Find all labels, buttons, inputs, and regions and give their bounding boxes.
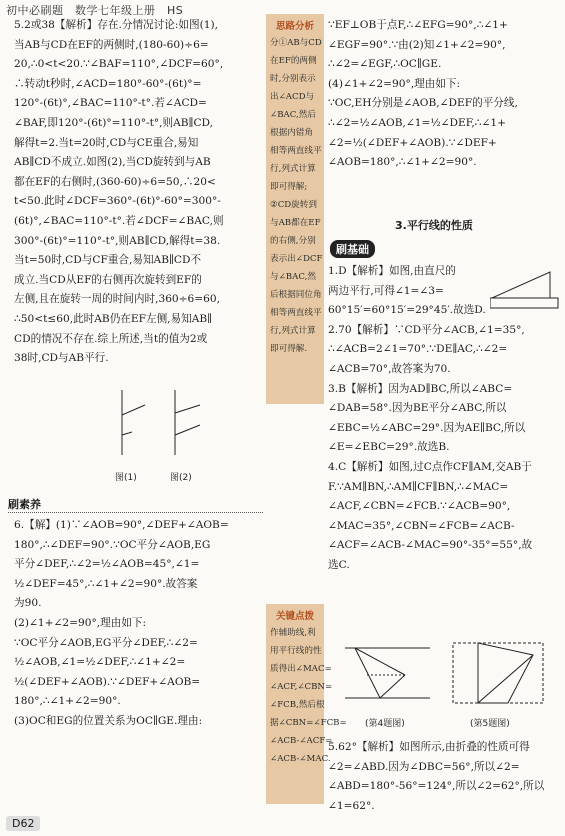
text-line: 解得t=2.当t=20时,CD与CE重合,易知 — [14, 136, 199, 149]
question4-figure-label: (第4题图) — [365, 719, 405, 729]
side-line: ∠ACF,∠CBN= — [270, 682, 333, 692]
text-line: ∴∠2=½∠AOB,∠1=½∠DEF,∴∠1+ — [328, 116, 507, 129]
text-line: 20,∴0<t<20.∵∠BAF=110°,∠DCF=60°, — [14, 58, 224, 71]
side-line: 后根据同位角 — [270, 290, 322, 300]
thinking-analysis-box — [266, 14, 324, 404]
side-line: ∠ACB-∠MAC. — [270, 754, 331, 764]
text-line: ∴∠ACB=2∠1=70°.∵DE∥AC,∴∠2= — [328, 343, 508, 356]
text-line: ∵OC平分∠AOB,EG平分∠DEF,∴∠2= — [14, 636, 198, 649]
side-line: 作辅助线,利 — [270, 628, 316, 638]
side-line: 行,列式计算 — [270, 164, 316, 174]
side-line: 分①AB与CD — [270, 38, 322, 48]
figure-1 — [122, 390, 145, 455]
side-line: 质得出∠MAC= — [270, 664, 332, 674]
rotation-figures — [100, 385, 210, 465]
side-line: 用平行线的性 — [270, 646, 322, 656]
side-title: 关键点拨 — [275, 611, 314, 622]
text-line: ∴∠2=∠EGF,∴OC∥GE. — [328, 58, 442, 71]
text-line: ∠DAB=58°.因为BE平分∠ABC,所以 — [328, 402, 507, 415]
page-number: D62 — [6, 816, 40, 831]
text-line: ∠EGF=90°.∵由(2)知∠1+∠2=90°, — [328, 38, 506, 51]
figure-2 — [175, 390, 200, 455]
key-tip-box — [266, 604, 347, 804]
text-line: ∠BAF,即120°-(6t)°=110°-t°,则AB∥CD, — [14, 116, 214, 129]
side-line: 根据内错角 — [270, 128, 313, 138]
question4-figure — [340, 640, 435, 705]
text-line: (3)OC和EG的位置关系为OC∥GE.理由: — [14, 714, 203, 727]
side-line: 的右侧,分别 — [270, 236, 316, 246]
text-line: ∴50<t≤60,此时AB仍在EF左侧,易知AB∥ — [14, 312, 213, 325]
text-line: 38时,CD与AB平行. — [14, 352, 109, 365]
text-line: ∠2=∠ABD.因为∠DBC=56°,所以∠2= — [328, 760, 520, 773]
text-line: ∠EBC=½∠ABC=29°.因为AE∥BC,所以 — [328, 421, 526, 434]
text-line: F.∵AM∥BN,∴AM∥CF∥BN,∴∠MAC= — [328, 480, 509, 493]
text-line: 当AB与CD在EF的两侧时,(180-60)÷6= — [14, 38, 209, 51]
section-bar-right — [330, 240, 560, 256]
text-line: ½(∠DEF+∠AOB).∵∠DEF+∠AOB= — [14, 675, 201, 688]
text-line: ∠MAC=35°,∠CBN=∠FCB=∠ACB- — [328, 519, 515, 532]
text-line: 180°,∴∠1+∠2=90°. — [14, 695, 121, 708]
text-line: ½∠DEF=45°,∴∠1+∠2=90°.故答案 — [14, 577, 198, 590]
text-line: ∵EF⊥OB于点F,∴∠EFG=90°,∴∠1+ — [328, 19, 508, 31]
text-line: 为90. — [14, 597, 42, 610]
text-line: 180°,∴∠DEF=90°.∵OC平分∠AOB,EG — [14, 538, 211, 551]
text-line: ∠2=½(∠DEF+∠AOB).∵∠DEF+ — [328, 136, 497, 149]
text-line: 都在EF的右侧时,(360-60)÷6=50,∴20< — [14, 175, 216, 188]
right-column — [328, 16, 560, 173]
text-line: ½∠AOB,∠1=½∠DEF,∴∠1+∠2= — [14, 656, 186, 669]
text-line: 左侧,且在旋转一周的时间内时,360÷6=60, — [14, 293, 221, 306]
text-line: ∠E=∠EBC=29°.故选B. — [328, 441, 450, 454]
text-line: ∵OC,EH分别是∠AOB,∠DEF的平分线, — [328, 97, 518, 110]
side-line: 即可得解; — [270, 182, 308, 192]
text-line: ∠AOB=180°,∴∠1+∠2=90°. — [328, 156, 477, 169]
ruler-triangle-figure — [490, 268, 560, 316]
question5-figure — [448, 635, 548, 710]
text-line: t<50.此时∠DCF=360°-(6t)°-60°=300°- — [14, 195, 221, 208]
section-tag: 刷基础 — [330, 240, 375, 258]
side-line: 表示出∠DCF — [270, 254, 323, 264]
text-line: 3.B【解析】因为AD∥BC,所以∠ABC= — [328, 382, 513, 395]
text-line: (4)∠1+∠2=90°,理由如下: — [328, 77, 461, 90]
text-line: ∠ABD=180°-56°=124°,所以∠2=62°,所以 — [328, 780, 545, 793]
text-line: 2.70【解析】∵CD平分∠ACB,∠1=35°, — [328, 323, 525, 336]
text-line: 两边平行,可得∠1=∠3= — [328, 284, 444, 297]
text-line: 4.C【解析】如图,过C点作CF∥AM,交AB于 — [328, 460, 532, 473]
side-line: 出∠ACD与 — [270, 92, 315, 102]
text-line: 6.【解】(1)∵∠AOB=90°,∠DEF+∠AOB= — [14, 519, 229, 531]
text-line: 当t=50时,CD与CF重合,易知AB∥CD不 — [14, 254, 202, 267]
text-line: ∠ACB=70°,故答案为70. — [328, 362, 451, 375]
side-line: ②CD旋转到 — [270, 200, 317, 210]
left-column — [14, 16, 264, 369]
text-line: 120°-(6t)°,∠BAC=110°-t°.若∠ACD= — [14, 97, 207, 110]
side-line: 行,列式计算 — [270, 326, 316, 336]
side-line: ∠ACB-∠ACF= — [270, 736, 333, 746]
side-line: 据∠CBN=∠FCB= — [270, 718, 347, 728]
side-line: 时,分别表示 — [270, 74, 316, 84]
text-line: ∠1=62°. — [328, 799, 375, 812]
section-label: 刷素养 — [8, 498, 41, 511]
right-column-3 — [328, 738, 560, 816]
side-line: 相等两直线平 — [270, 308, 322, 318]
text-line: ∠ACF=∠ACB-∠MAC=90°-35°=55°,故 — [328, 539, 533, 552]
section-bar-left — [8, 496, 263, 513]
figure-2-label: 图(2) — [170, 473, 192, 483]
text-line: 300°-(6t)°=110°-t°,则AB∥CD,解得t=38. — [14, 234, 221, 247]
side-line: ∠BAC,然后 — [270, 110, 316, 120]
section-title: 3.平行线的性质 — [395, 219, 473, 232]
text-line: 5.62°【解析】如图所示,由折叠的性质可得 — [328, 741, 530, 753]
text-line: 选C. — [328, 558, 350, 571]
left-column-2 — [14, 516, 264, 732]
text-line: AB∥CD不成立.如图(2),当CD旋转到与AB — [14, 156, 211, 169]
text-line: 60°15′=60°15′=29°45′.故选D. — [328, 304, 486, 317]
text-line: ∠ACF,∠CBN=∠FCB.∵∠ACB=90°, — [328, 500, 511, 513]
side-line: 在EF的两侧 — [270, 56, 317, 66]
side-line: ∠FCB,然后根 — [270, 700, 325, 710]
text-line: ∴转动t秒时,∠ACD=180°-60°-(6t)°= — [14, 77, 202, 90]
page-header: 初中必刷题 数学七年级上册 HS — [6, 4, 184, 17]
text-line: 成立.当CD从EF的右侧再次旋转到EF的 — [14, 273, 202, 286]
side-title: 思路分析 — [275, 21, 314, 32]
question5-figure-label: (第5题图) — [470, 719, 510, 729]
figure-1-label: 图(1) — [115, 473, 137, 483]
side-line: 与∠BAC,然 — [270, 272, 316, 282]
text-line: 1.D【解析】如图,由直尺的 — [328, 265, 456, 277]
side-line: 即可得解. — [270, 344, 308, 354]
text-line: (6t)°,∠BAC=110°-t°.若∠DCF=∠BAC,则 — [14, 214, 224, 227]
text-line: CD的情况不存在.综上所述,当t的值为2或 — [14, 332, 208, 345]
text-line: (2)∠1+∠2=90°,理由如下: — [14, 616, 147, 629]
text-line: 5.2或38【解析】存在.分情况讨论:如图(1), — [14, 19, 218, 31]
text-line: 平分∠DEF,∴∠2=½∠AOB=45°,∠1= — [14, 558, 200, 571]
side-line: 相等两直线平 — [270, 146, 322, 156]
side-line: 与AB都在EF — [270, 218, 321, 228]
